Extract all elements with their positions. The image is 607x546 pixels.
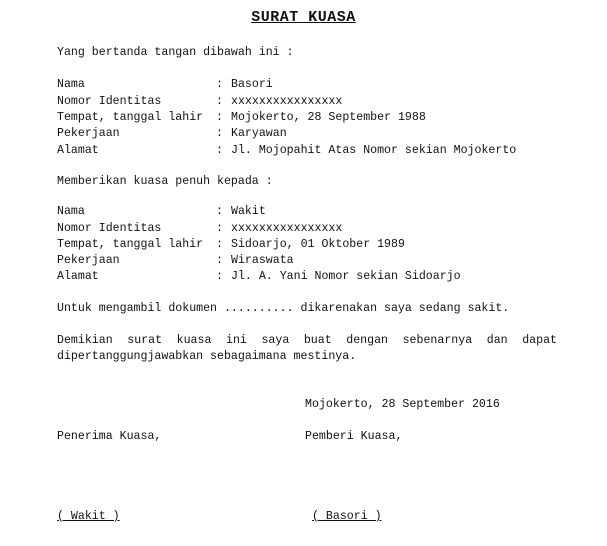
grantee-birth-value: Sidoarjo, 01 Oktober 1989 [231,238,405,251]
giver-signature-name: ( Basori ) [312,510,382,523]
closing-line-1: Demikian surat kuasa ini saya buat dengan sebenarnya dan dapat [57,334,557,347]
grantor-address-value: Jl. Mojopahit Atas Nomor sekian Mojokerto [231,144,517,157]
intro-text: Yang bertanda tangan dibawah ini : [57,46,294,59]
grantor-birth-value: Mojokerto, 28 September 1988 [231,111,426,124]
grant-text: Memberikan kuasa penuh kepada : [57,175,273,188]
title-text: SURAT KUASA [251,9,356,26]
closing-line-2: dipertanggungjawabkan sebagaimana mestinya. [57,350,357,363]
grantor-birth-colon: : [216,111,223,124]
purpose-text: Untuk mengambil dokumen .......... dikarenakan saya sedang sakit. [57,302,510,315]
grantee-birth-label: Tempat, tanggal lahir [57,238,204,251]
place-date: Mojokerto, 28 September 2016 [305,398,500,411]
grantee-birth-colon: : [216,238,223,251]
grantee-address-value: Jl. A. Yani Nomor sekian Sidoarjo [231,270,461,283]
grantor-name-value: Basori [231,78,273,91]
recipient-signature-name: ( Wakit ) [57,510,120,523]
grantee-id-value: xxxxxxxxxxxxxxxx [231,222,343,235]
grantor-name-label: Nama [57,78,85,91]
grantor-job-colon: : [216,127,223,140]
recipient-label: Penerima Kuasa, [57,430,162,443]
grantee-name-colon: : [216,205,223,218]
grantor-id-colon: : [216,95,223,108]
grantor-job-value: Karyawan [231,127,287,140]
giver-label: Pemberi Kuasa, [305,430,403,443]
grantee-name-value: Wakit [231,205,266,218]
grantee-job-value: Wiraswata [231,254,294,267]
grantor-address-label: Alamat [57,144,99,157]
document-title [0,9,607,26]
grantor-birth-label: Tempat, tanggal lahir [57,111,204,124]
grantee-address-colon: : [216,270,223,283]
grantee-id-colon: : [216,222,223,235]
grantor-address-colon: : [216,144,223,157]
grantor-job-label: Pekerjaan [57,127,120,140]
grantee-address-label: Alamat [57,270,99,283]
grantee-name-label: Nama [57,205,85,218]
grantor-name-colon: : [216,78,223,91]
grantor-id-label: Nomor Identitas [57,95,162,108]
grantee-job-colon: : [216,254,223,267]
grantor-id-value: xxxxxxxxxxxxxxxx [231,95,343,108]
grantee-id-label: Nomor Identitas [57,222,162,235]
grantee-job-label: Pekerjaan [57,254,120,267]
